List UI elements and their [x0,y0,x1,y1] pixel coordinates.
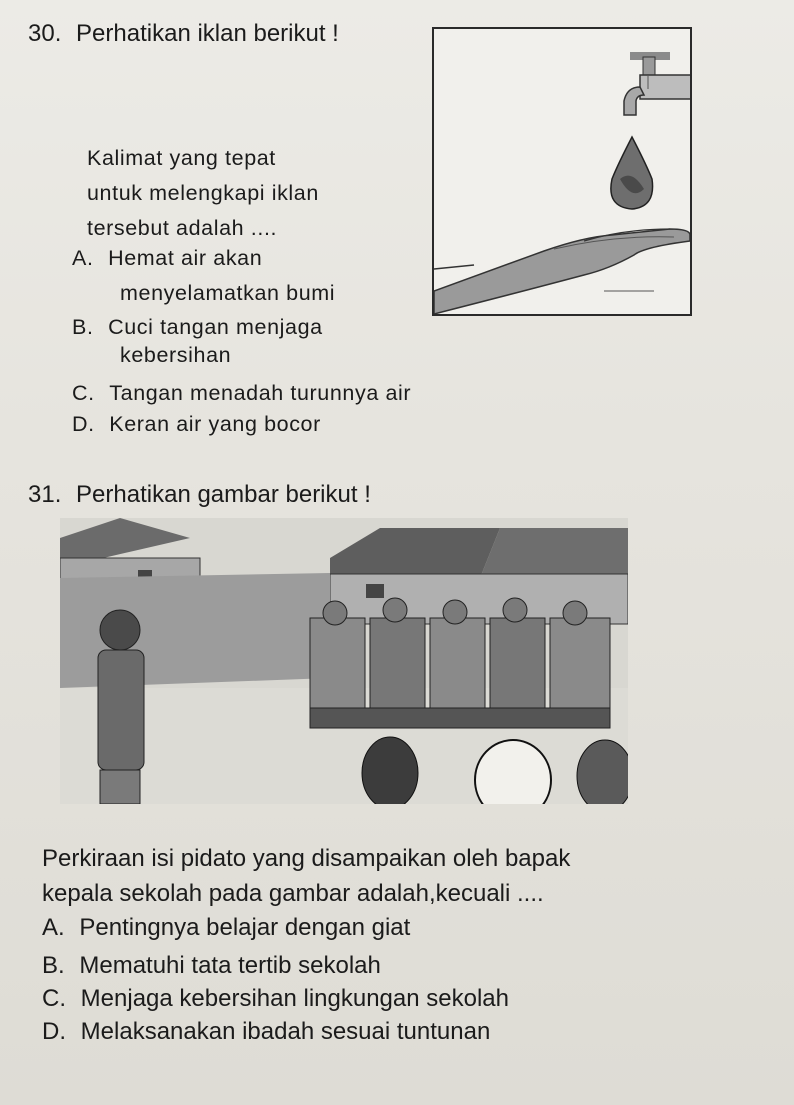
q30-option-b-line-1: Cuci tangan menjaga [108,315,323,339]
q30-option-b-line-2: kebersihan [120,343,232,367]
q30-prompt-line-1: Kalimat yang tepat [87,146,276,170]
q30-option-d[interactable] [72,414,321,436]
q30-option-d-letter: D. [72,412,95,436]
q30-prompt-line-3: tersebut adalah .... [87,216,278,240]
q31-school-ceremony-illustration [60,518,628,804]
q30-ad-illustration [432,27,692,316]
q30-title: Perhatikan iklan berikut ! [76,20,339,47]
faucet-icon [624,52,690,115]
q31-option-b-text: Mematuhi tata tertib sekolah [79,952,381,979]
q30-option-b[interactable] [72,317,323,339]
q30-option-a-letter: A. [72,246,94,270]
q31-option-c-text: Menjaga kebersihan lingkungan sekolah [80,985,509,1012]
q31-prompt-line-1: Perkiraan isi pidato yang disampaikan oleh bapak [42,845,571,872]
q31-number: 31. [28,481,62,508]
q30-option-d-line-1: Keran air yang bocor [109,412,321,436]
q30-heading [28,22,339,46]
q31-option-a-letter: A. [42,914,65,941]
q31-option-b[interactable] [42,954,381,978]
q30-option-c-line-1: Tangan menadah turunnya air [109,381,412,405]
q30-option-a-line-2: menyelamatkan bumi [120,281,336,305]
q31-heading [28,483,371,507]
cupped-hand-icon [434,229,690,314]
principal-figure-icon [98,610,144,804]
q30-prompt-line-2: untuk melengkapi iklan [87,181,319,205]
q31-option-d-letter: D. [42,1018,66,1045]
q30-option-a-line-1: Hemat air akan [108,246,263,270]
q30-option-a[interactable] [72,248,262,270]
q31-option-d[interactable] [42,1020,490,1044]
q30-option-c-letter: C. [72,381,95,405]
q30-number: 30. [28,20,62,47]
q31-option-a[interactable] [42,916,410,940]
students-group-icon [310,598,610,728]
q31-option-c[interactable] [42,987,509,1011]
q31-title: Perhatikan gambar berikut ! [76,481,371,508]
q30-option-c[interactable] [72,383,411,405]
water-drop-icon [611,137,653,209]
q31-option-c-letter: C. [42,985,66,1012]
q30-option-b-letter: B. [72,315,94,339]
audience-heads-icon [362,737,628,804]
q31-option-b-letter: B. [42,952,65,979]
q31-option-d-text: Melaksanakan ibadah sesuai tuntunan [80,1018,491,1045]
q31-option-a-text: Pentingnya belajar dengan giat [79,914,411,941]
q31-prompt-line-2: kepala sekolah pada gambar adalah,kecuali .... [42,880,544,907]
